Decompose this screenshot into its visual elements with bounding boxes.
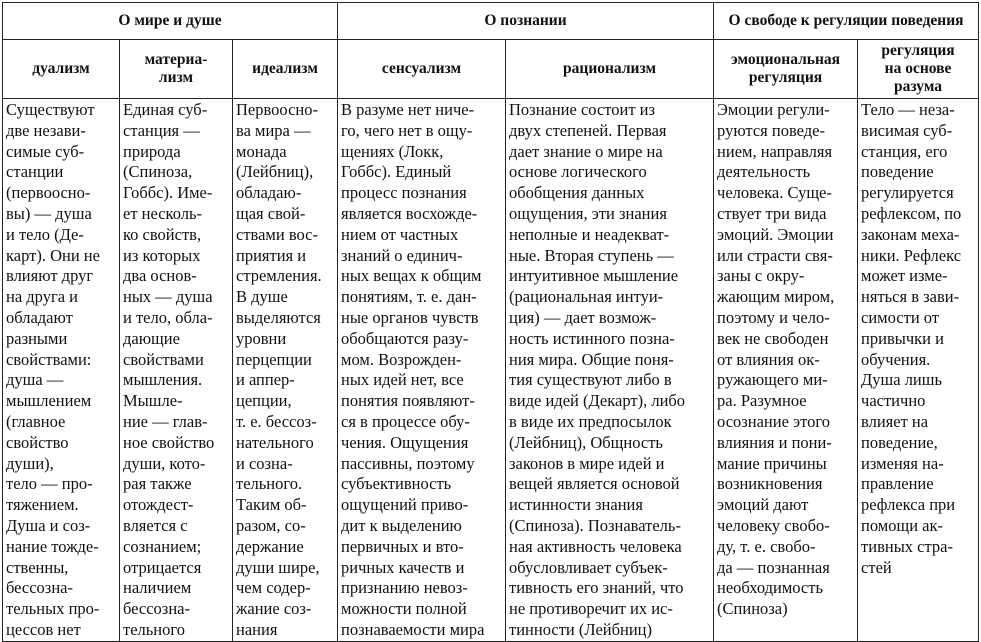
header-emotional-regulation: эмоциональная регуляция [714,40,858,99]
cell-materialism: Единая суб- станция — природа (Спиноза, Гоббс). Име- ет несколь- ко свойств, из которых два основ- ных — душа и тело, обла- дающие свойствами мышления. Мышле- ние — глав- ное свойство души, кото- рая также отождест- вляется с сознанием; отрицается наличием бессозна- тельного [120,99,233,642]
header-sensualism: сенсуализм [338,40,506,99]
cell-sensualism: В разуме нет ниче- го, чего нет в ощу- щениях (Локк, Гоббс). Единый процесс познания является восхожде- нием от частных знаний о единич- ных вещах к общим понятиям, т. е. дан- ные органов чувств обобщаются разу- мом. Возрожден- ных идей нет, все понятия появляют- ся в процессе обу- чения. Ощущения пассивны, поэтому субъективность ощущений приво- дит к выделению первичных и вто- ричных качеств и признанию невоз- можности полной познаваемости мира [338,99,506,642]
content-row [3,99,979,642]
subheader-row [3,40,979,99]
group-cognition: О познании [338,3,714,40]
header-materialism: материа- лизм [120,40,233,99]
cell-emotional-regulation: Эмоции регули- руются поведе- нием, направляя деятельность человека. Суще- ствует три вида эмоций. Эмоции или страсти свя- заны с окру- жающим миром, поэтому и чело- век не свободен от влияния ок- ружающего ми- ра. Разумное осознание этого влияния и пони- мание причины возникновения эмоций дают человеку свобо- ду, т. е. свобо- да — познанная необходимость (Спиноза) [714,99,858,642]
cell-reason-regulation: Тело — неза- висимая суб- станция, его поведение регулируется рефлексом, по законам меха- ники. Рефлекс может изме- няться в зави- симости от привычки и обучения. Душа лишь частично влияет на поведение, изменяя на- правление рефлекса при помощи ак- тивных стра- стей [858,99,979,642]
group-freedom: О свободе к регуляции поведения [714,3,979,40]
cell-rationalism: Познание состоит из двух степеней. Первая дает знание о мире на основе логического обобщения данных ощущения, эти знания неполные и неадекват- ные. Вторая ступень — интуитивное мышление (рациональная интуи- ция) — дает возмож- ность истинного позна- ния мира. Общие поня- тия существуют либо в виде идей (Декарт), либо в виде их предпосылок (Лейбниц), Общность законов в мире идей и вещей является основой истинности знания (Спиноза). Познаватель- ная активность человека обусловливает субъек- тивность его знаний, что не противоречит их ис- тинности (Лейбниц) [506,99,714,642]
group-world-soul: О мире и душе [3,3,338,40]
philosophy-comparison-table [2,2,979,642]
cell-dualism: Существуют две незави- симые суб- станции (первоосно- вы) — душа и тело (Де- карт). Они не влияют друг на друга и обладают разными свойствами: душа — мышлением (главное свойство души), тело — про- тяжением. Душа и соз- нание тожде- ственны, бессозна- тельных про- цессов нет [3,99,120,642]
header-dualism: дуализм [3,40,120,99]
header-idealism: идеализм [233,40,338,99]
header-rationalism: рационализм [506,40,714,99]
header-reason-regulation: регуляция на основе разума [858,40,979,99]
group-header-row [3,3,979,40]
cell-idealism: Первоосно- ва мира — монада (Лейбниц), обладаю- щая свой- ствами вос- приятия и стремления. В душе выделяются уровни перцепции и аппер- цепции, т. е. бессоз- нательного и созна- тельного. Таким об- разом, со- держание души шире, чем содер- жание соз- нания [233,99,338,642]
